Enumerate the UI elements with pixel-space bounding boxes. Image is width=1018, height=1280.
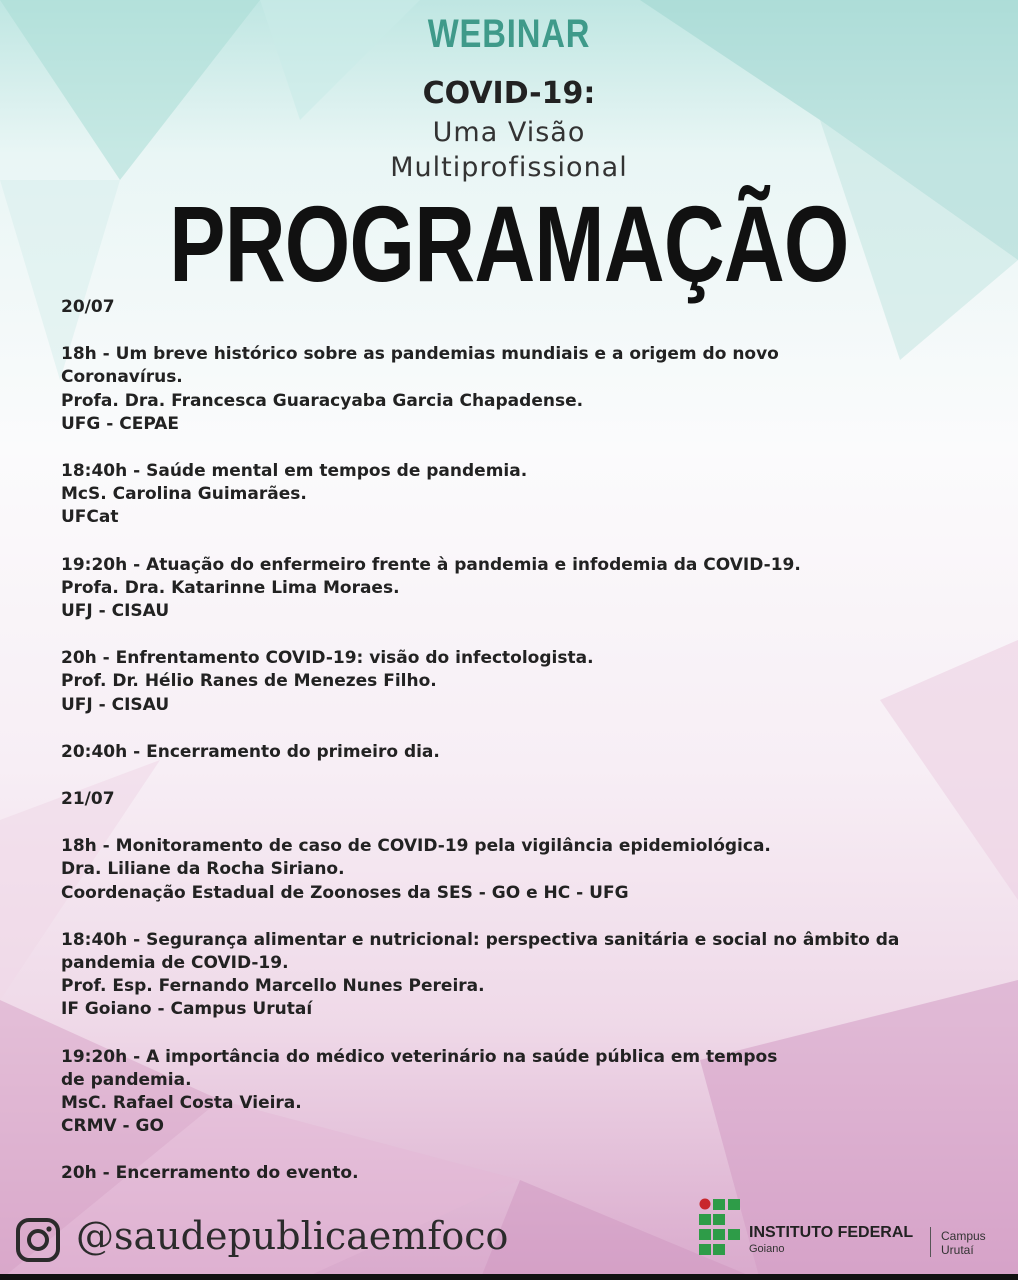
item-institution: IF Goiano - Campus Urutaí xyxy=(61,999,313,1020)
schedule-item xyxy=(61,835,927,905)
schedule-item xyxy=(61,554,927,624)
item-title-cont: pandemia de COVID-19. xyxy=(61,953,289,974)
instagram-handle[interactable]: @saudepublicaemfoco xyxy=(76,1214,509,1258)
item-institution: UFJ - CISAU xyxy=(61,694,170,715)
item-title: 18h - Monitoramento de caso de COVID-19 pela vigilância epidemiológica. xyxy=(61,836,771,857)
item-institution: UFG - CEPAE xyxy=(61,413,180,434)
instituto-federal-logo xyxy=(699,1198,741,1258)
logo-divider xyxy=(930,1227,931,1257)
schedule-item-closing xyxy=(61,1162,927,1185)
campus-line2: Urutaí xyxy=(941,1243,974,1257)
item-title: 19:20h - Atuação do enfermeiro frente à pandemia e infodemia da COVID-19. xyxy=(61,554,801,575)
frame-border xyxy=(0,1274,1018,1280)
item-title: 20h - Encerramento do evento. xyxy=(61,1163,359,1184)
schedule xyxy=(61,296,927,1210)
schedule-item xyxy=(61,460,927,530)
item-title-cont: de pandemia. xyxy=(61,1069,192,1090)
item-title: 18:40h - Saúde mental em tempos de pandemia. xyxy=(61,461,528,482)
item-institution: CRMV - GO xyxy=(61,1116,164,1137)
item-title: 20h - Enfrentamento COVID-19: visão do infectologista. xyxy=(61,648,594,669)
schedule-item-closing xyxy=(61,741,927,764)
item-speaker: Profa. Dra. Katarinne Lima Moraes. xyxy=(61,577,400,598)
day1-date: 20/07 xyxy=(61,297,115,317)
item-title: 19:20h - A importância do médico veterinário na saúde pública em tempos xyxy=(61,1046,778,1067)
item-speaker: McS. Carolina Guimarães. xyxy=(61,484,307,505)
webinar-kicker: WEBINAR xyxy=(427,12,591,56)
item-title-cont: Coronavírus. xyxy=(61,367,183,388)
campus-line1: Campus xyxy=(941,1229,986,1243)
item-title: 20:40h - Encerramento do primeiro dia. xyxy=(61,741,440,762)
item-speaker: Prof. Esp. Fernando Marcello Nunes Pereira. xyxy=(61,976,485,997)
event-title: COVID-19: xyxy=(422,76,596,111)
item-institution: UFCat xyxy=(61,507,119,528)
campus-label xyxy=(941,1229,986,1257)
institution-name: INSTITUTO FEDERAL xyxy=(749,1224,914,1241)
item-institution: Coordenação Estadual de Zoonoses da SES - GO e HC - UFG xyxy=(61,882,629,903)
item-speaker: MsC. Rafael Costa Vieira. xyxy=(61,1093,302,1114)
item-title: 18h - Um breve histórico sobre as pandemias mundiais e a origem do novo xyxy=(61,344,779,365)
item-title: 18:40h - Segurança alimentar e nutricional: perspectiva sanitária e social no âmbito da xyxy=(61,929,900,950)
event-subtitle-line1: Uma Visão xyxy=(432,117,586,148)
schedule-item xyxy=(61,647,927,717)
schedule-item xyxy=(61,929,927,1022)
program-heading: PROGRAMAÇÃO xyxy=(169,183,849,304)
item-speaker: Dra. Liliane da Rocha Siriano. xyxy=(61,859,345,880)
event-subtitle-line2: Multiprofissional xyxy=(390,152,628,183)
item-speaker: Prof. Dr. Hélio Ranes de Menezes Filho. xyxy=(61,671,437,692)
day2-date: 21/07 xyxy=(61,789,115,810)
item-institution: UFJ - CISAU xyxy=(61,601,170,622)
instagram-icon[interactable] xyxy=(14,1216,62,1264)
institution-sub: Goiano xyxy=(749,1243,785,1255)
item-speaker: Profa. Dra. Francesca Guaracyaba Garcia Chapadense. xyxy=(61,390,584,411)
schedule-item xyxy=(61,343,927,436)
schedule-item xyxy=(61,1046,927,1139)
